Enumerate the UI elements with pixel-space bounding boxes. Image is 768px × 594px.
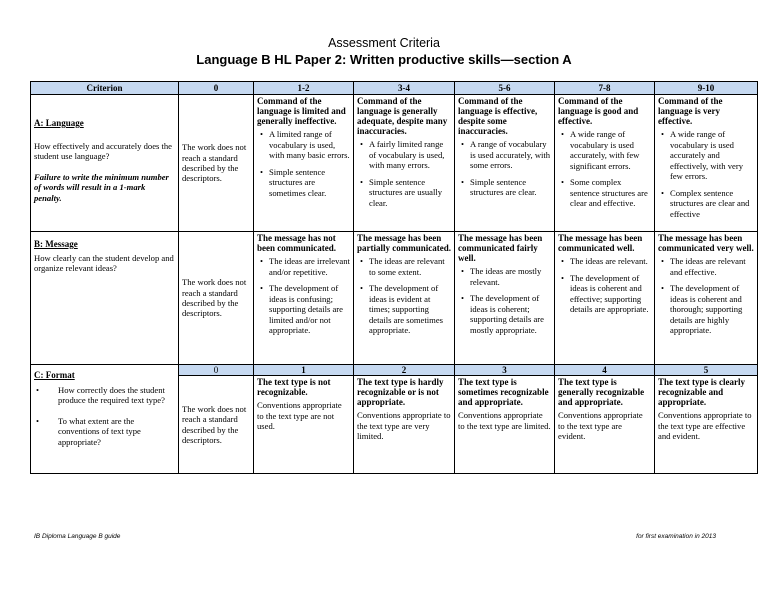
band-bullet: • A wide range of vocabulary is used accurately and effectively, with very few errors.	[670, 129, 754, 181]
band-bullet: • A limited range of vocabulary is used, with many basic errors.	[269, 129, 350, 160]
band-heading: Command of the language is limited and generally ineffective.	[257, 96, 346, 127]
criterion-c-name: C: Format	[34, 370, 75, 380]
band-heading: The text type is generally recognizable and appropriate.	[558, 377, 645, 408]
criterion-b-band-3	[455, 232, 555, 365]
band-heading: The message has been communicated very well.	[658, 233, 754, 254]
band-text: Conventions appropriate to the text type are effective and evident.	[658, 410, 752, 442]
criterion-c-band-5	[655, 376, 758, 474]
band-bullet: • Complex sentence structures are clear and effective	[670, 188, 754, 219]
footer-right: for first examination in 2013	[636, 533, 716, 540]
band-heading: The message has been communicated well.	[558, 233, 643, 254]
column-header: 5-6	[455, 82, 555, 95]
band-bullet: • The ideas are relevant and effective.	[670, 256, 754, 277]
criterion-c-band-1	[254, 376, 354, 474]
criterion-a-band-1	[254, 95, 354, 232]
criterion-a-band-4	[555, 95, 655, 232]
criterion-b-band-2	[354, 232, 455, 365]
column-header: 0	[179, 82, 254, 95]
criterion-c-cell	[31, 365, 179, 474]
band-bullet: • A range of vocabulary is used accurately, with some errors.	[470, 139, 551, 170]
criterion-c-question: • To what extent are the conventions of text type appropriate?	[58, 416, 175, 447]
criterion-b-question: How clearly can the student develop and organize relevant ideas?	[34, 252, 174, 274]
criterion-a-band-3	[455, 95, 555, 232]
band-bullet: • The development of ideas is coherent and effective; supporting details are appropriate.	[570, 273, 651, 315]
band-bullet: • A wide range of vocabulary is used accurately, with few significant errors.	[570, 129, 651, 171]
band-heading: The text type is hardly recognizable or is not appropriate.	[357, 377, 444, 408]
criterion-b-band-5	[655, 232, 758, 365]
criterion-c-mark: 4	[555, 365, 655, 376]
criterion-a-name: A: Language	[34, 118, 84, 128]
band-heading: Command of the language is generally adequate, despite many inaccuracies.	[357, 96, 448, 137]
column-header: 1-2	[254, 82, 354, 95]
criterion-c-row	[31, 365, 758, 376]
criterion-b-cell	[31, 232, 179, 365]
criterion-a-zero: The work does not reach a standard described by the descriptors.	[179, 95, 254, 232]
band-bullet: • The development of ideas is coherent and thorough; supporting details are highly appropriate.	[670, 283, 754, 335]
band-text: Conventions appropriate to the text type are limited.	[458, 410, 551, 431]
criterion-a-row	[31, 95, 758, 232]
criterion-b-band-1	[254, 232, 354, 365]
band-text: Conventions appropriate to the text type are evident.	[558, 410, 643, 442]
footer-left: IB Diploma Language B guide	[34, 533, 121, 540]
band-bullet: • The ideas are irrelevant and/or repetitive.	[269, 256, 350, 277]
band-bullet: • The ideas are relevant to some extent.	[369, 256, 451, 277]
column-header: 9-10	[655, 82, 758, 95]
band-bullet: • Simple sentence structures are clear.	[470, 177, 551, 198]
criterion-a-cell	[31, 95, 179, 232]
column-header: 3-4	[354, 82, 455, 95]
criterion-c-mark: 5	[655, 365, 758, 376]
criterion-c-mark: 3	[455, 365, 555, 376]
criterion-c-mark: 1	[254, 365, 354, 376]
assessment-table	[30, 81, 758, 474]
band-heading: Command of the language is very effective.	[658, 96, 723, 127]
criterion-b-row	[31, 232, 758, 365]
criterion-c-band-2	[354, 376, 455, 474]
band-heading: The text type is not recognizable.	[257, 377, 331, 398]
band-heading: The text type is clearly recognizable and appropriate.	[658, 377, 745, 408]
criterion-b-zero: The work does not reach a standard described by the descriptors.	[179, 232, 254, 365]
criterion-a-band-5	[655, 95, 758, 232]
criterion-b-band-4	[555, 232, 655, 365]
criterion-c-band-3	[455, 376, 555, 474]
column-header: Criterion	[31, 82, 179, 95]
band-bullet: • Some complex sentence structures are clear and effective.	[570, 177, 651, 208]
band-bullet: • Simple sentence structures are sometimes clear.	[269, 167, 350, 198]
page-title: Assessment Criteria	[328, 36, 440, 50]
band-bullet: • The ideas are mostly relevant.	[470, 266, 551, 287]
band-bullet: • The ideas are relevant.	[570, 256, 651, 266]
band-heading: The message has not been communicated.	[257, 233, 336, 254]
band-heading: The message has been communicated fairly well.	[458, 233, 543, 264]
criterion-a-band-2	[354, 95, 455, 232]
band-heading: The message has been partially communicated.	[357, 233, 451, 254]
criterion-a-question: How effectively and accurately does the student use language?	[34, 140, 172, 162]
criterion-c-mark: 2	[354, 365, 455, 376]
header-row	[31, 82, 758, 95]
criterion-a-warning: Failure to write the minimum number of words will result in a 1-mark penalty.	[34, 171, 169, 203]
band-heading: Command of the language is good and effective.	[558, 96, 639, 127]
band-heading: The text type is sometimes recognizable and appropriate.	[458, 377, 549, 408]
criterion-c-mark: 0	[179, 365, 254, 376]
criterion-c-band-4	[555, 376, 655, 474]
band-bullet: • A fairly limited range of vocabulary is used, with many errors.	[369, 139, 451, 170]
criterion-c-zero: The work does not reach a standard described by the descriptors.	[179, 376, 254, 474]
band-text: Conventions appropriate to the text type are not used.	[257, 400, 342, 432]
page-subtitle: Language B HL Paper 2: Written productive skills—section A	[196, 52, 572, 67]
criterion-c-question: • How correctly does the student produce the required text type?	[58, 385, 175, 406]
band-bullet: • Simple sentence structures are usually clear.	[369, 177, 451, 208]
band-heading: Command of the language is effective, despite some inaccuracies.	[458, 96, 538, 137]
band-text: Conventions appropriate to the text type are very limited.	[357, 410, 451, 442]
band-bullet: • The development of ideas is coherent; supporting details are mostly appropriate.	[470, 293, 551, 335]
column-header: 7-8	[555, 82, 655, 95]
band-bullet: • The development of ideas is evident at times; supporting details are sometimes appropriate.	[369, 283, 451, 335]
criterion-b-name: B: Message	[34, 239, 78, 249]
band-bullet: • The development of ideas is confusing; supporting details are limited and/or not appropriate.	[269, 283, 350, 335]
